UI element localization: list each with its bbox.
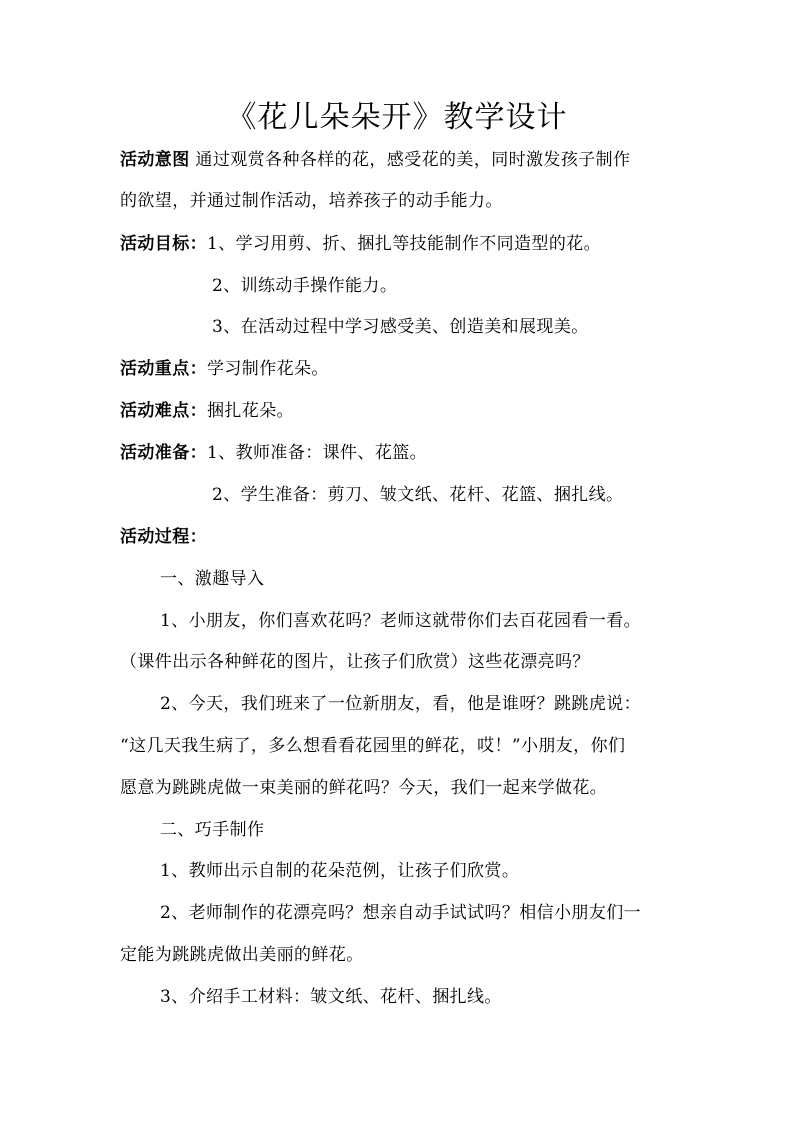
prep-label: 活动准备： (120, 443, 207, 463)
section-1-para-1-line-1: 1、小朋友，你们喜欢花吗？老师这就带你们去百花园看一看。 (160, 611, 642, 631)
goals-label: 活动目标： (120, 234, 207, 254)
section-2-para-2-line-2: 定能为跳跳虎做出美丽的鲜花。 (120, 945, 364, 965)
goal-item-1: 1、学习用剪、折、捆扎等技能制作不同造型的花。 (207, 234, 602, 254)
goal-item-2: 2、训练动手操作能力。 (212, 276, 398, 296)
intent-label: 活动意图 (120, 150, 190, 170)
section-2-heading: 二、巧手制作 (160, 820, 265, 840)
goal-item-3: 3、在活动过程中学习感受美、创造美和展现美。 (212, 317, 589, 337)
focus-text: 学习制作花朵。 (207, 359, 329, 379)
intent-line-2: 的欲望，并通过制作活动，培养孩子的动手能力。 (120, 191, 503, 211)
intent-line-1 (120, 148, 680, 172)
difficulty-label: 活动难点： (120, 401, 207, 421)
section-1-para-2-line-1: 2、今天，我们班来了一位新朋友，看，他是谁呀？跳跳虎说： (160, 694, 642, 714)
prep-item-2: 2、学生准备：剪刀、皱文纸、花杆、花篮、捆扎线。 (212, 485, 624, 505)
section-1-para-2-line-3: 愿意为跳跳虎做一束美丽的鲜花吗？今天，我们一起来学做花。 (120, 778, 608, 798)
focus-line (120, 357, 680, 381)
process-label: 活动过程： (120, 527, 207, 547)
focus-label: 活动重点： (120, 359, 207, 379)
prep-item-1: 1、教师准备：课件、花篮。 (207, 443, 428, 463)
section-2-para-3: 3、介绍手工材料：皱文纸、花杆、捆扎线。 (160, 987, 502, 1007)
document-title: 《花儿朵朵开》教学设计 (226, 100, 568, 135)
section-2-para-2-line-1: 2、老师制作的花漂亮吗？想亲自动手试试吗？相信小朋友们一 (160, 903, 642, 923)
difficulty-text: 捆扎花朵。 (207, 401, 294, 421)
intent-text-1: 通过观赏各种各样的花，感受花的美，同时激发孩子制作 (195, 150, 631, 170)
difficulty-line (120, 399, 680, 423)
prep-line-1 (120, 441, 680, 465)
goals-line-1 (120, 232, 680, 256)
section-1-heading: 一、激趣导入 (160, 569, 265, 589)
section-1-para-2-line-2: “这几天我生病了，多么想看看花园里的鲜花，哎！”小朋友，你们 (120, 736, 626, 756)
section-1-para-1-line-2: （课件出示各种鲜花的图片，让孩子们欣赏）这些花漂亮吗？ (120, 652, 590, 672)
section-2-para-1: 1、教师出示自制的花朵范例，让孩子们欣赏。 (160, 861, 520, 881)
